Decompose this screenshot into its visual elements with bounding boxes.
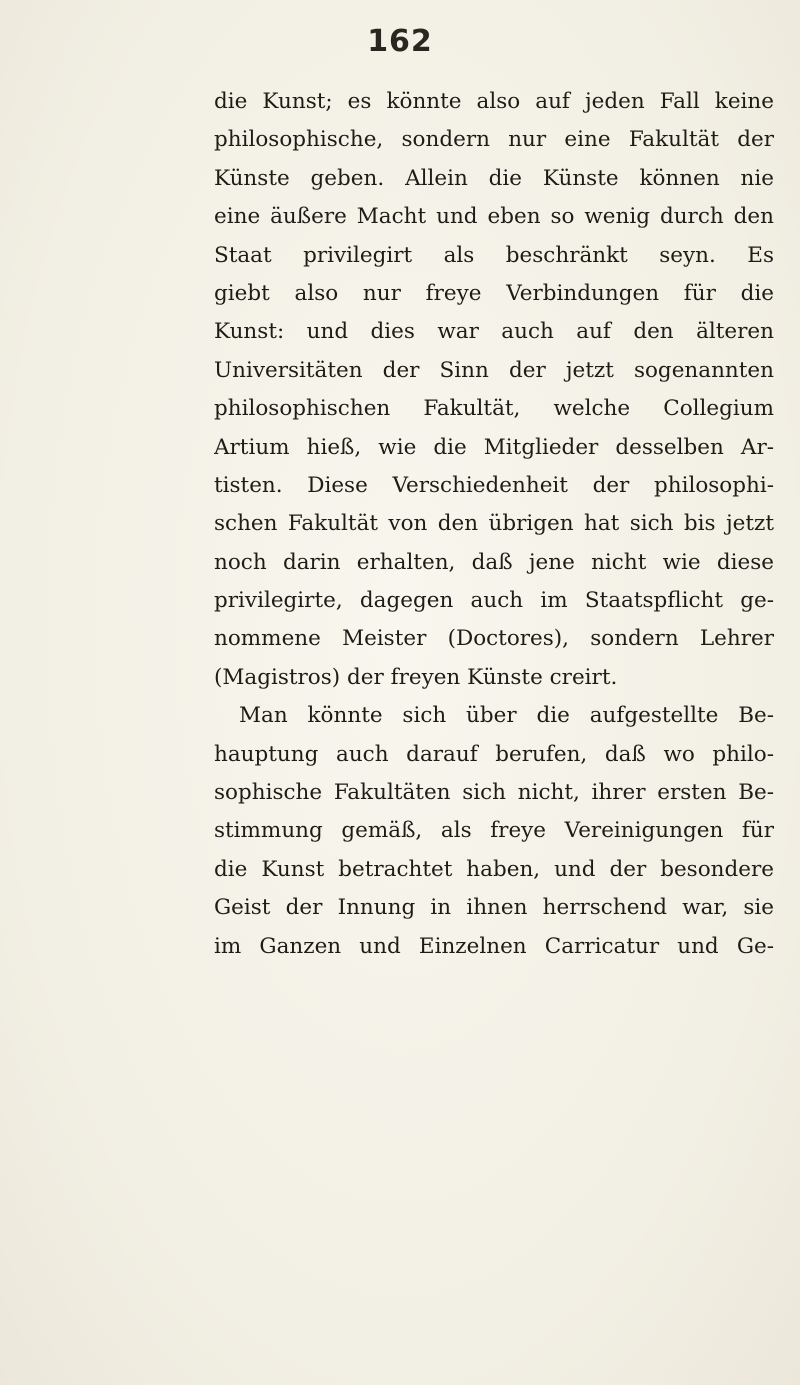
- text-line: sophische Fakultäten sich nicht, ihrer ersten Be-: [214, 780, 774, 806]
- paragraph-2: [214, 697, 774, 966]
- text-line: Geist der Innung in ihnen herrschend war, sie: [214, 895, 774, 921]
- text-line: nommene Meister (Doctores), sondern Lehrer: [214, 626, 774, 652]
- text-line: noch darin erhalten, daß jene nicht wie diese: [214, 549, 774, 575]
- text-line: Artium hieß, wie die Mitglieder desselben Ar-: [214, 434, 774, 460]
- text-line: Universitäten der Sinn der jetzt sogenannten: [214, 357, 774, 383]
- text-line: Kunst: und dies war auch auf den älteren: [214, 319, 774, 345]
- text-line: philosophischen Fakultät, welche Collegium: [214, 396, 774, 422]
- text-line: stimmung gemäß, als freye Vereinigungen für: [214, 818, 774, 844]
- text-line: die Kunst betrachtet haben, und der besondere: [214, 856, 774, 882]
- text-line: (Magistros) der freyen Künste creirt.: [214, 664, 618, 690]
- text-line: im Ganzen und Einzelnen Carricatur und Ge-: [214, 933, 774, 959]
- text-line: tisten. Diese Verschiedenheit der philosophi-: [214, 472, 774, 498]
- text-line: die Kunst; es könnte also auf jeden Fall keine: [214, 89, 774, 114]
- text-line: giebt also nur freye Verbindungen für die: [214, 280, 774, 306]
- paragraph-1: [214, 83, 774, 697]
- text-line: Man könnte sich über die aufgestellte Be-: [239, 703, 774, 729]
- text-line: philosophische, sondern nur eine Fakultät der: [214, 127, 774, 153]
- text-line: privilegirte, dagegen auch im Staatspflicht ge-: [214, 588, 774, 614]
- text-line: Künste geben. Allein die Künste können nie: [214, 165, 774, 191]
- text-line: schen Fakultät von den übrigen hat sich bis jetzt: [214, 511, 774, 537]
- text-line: Staat privilegirt als beschränkt seyn. Es: [214, 242, 774, 268]
- text-line: hauptung auch darauf berufen, daß wo philo-: [214, 741, 774, 767]
- page-number: 162: [367, 24, 433, 59]
- body-text: [214, 83, 774, 966]
- text-line: eine äußere Macht und eben so wenig durch den: [214, 204, 774, 230]
